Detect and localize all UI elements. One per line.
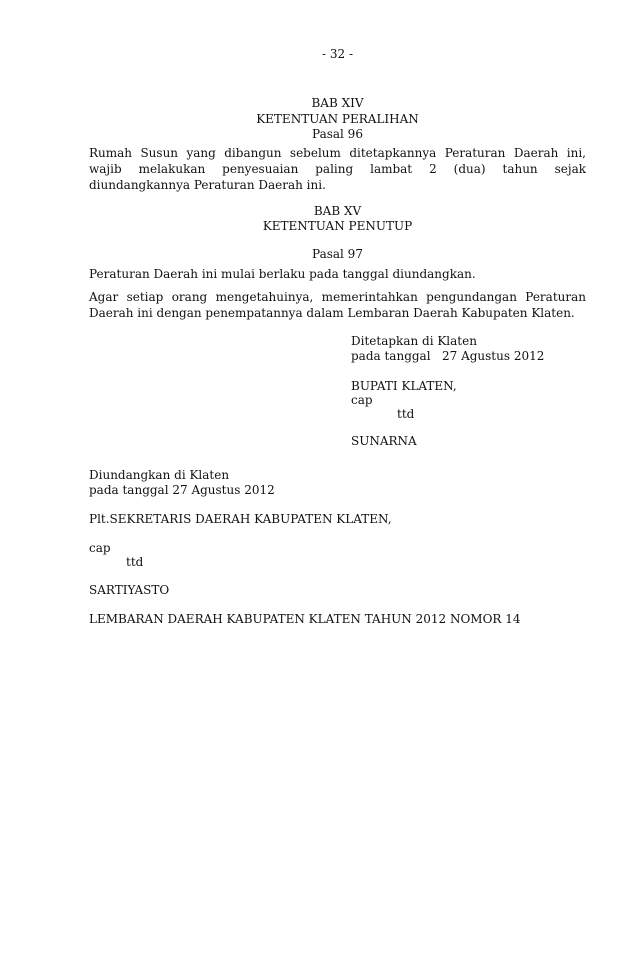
pasal-96-line: Rumah Susun yang dibangun sebelum ditetapkannya Peraturan Daerah ini, [89,146,586,160]
pasal-97-title: Pasal 97 [312,247,363,261]
sekda-title: Plt.SEKRETARIS DAERAH KABUPATEN KLATEN, [89,512,392,526]
pasal-96-text [89,145,586,193]
bupati-cap: cap [351,393,373,407]
bupati-title: BUPATI KLATEN, [351,379,457,393]
pasal-96-line: wajib melakukan penyesuaian paling lambat 2 (dua) tahun sejak [89,162,586,176]
bupati-ttd: ttd [397,407,415,421]
pasal-96-title: Pasal 96 [312,127,363,141]
pasal-97-line: Daerah ini dengan penempatannya dalam Lembaran Daerah Kabupaten Klaten. [89,306,575,320]
page-number: - 32 - [321,47,353,61]
bab-15-heading: KETENTUAN PENUTUP [262,219,413,233]
pasal-97-text-1: Peraturan Daerah ini mulai berlaku pada tanggal diundangkan. [89,267,476,281]
document-page [89,0,586,976]
sekda-cap: cap [89,541,111,555]
bab-14-heading: KETENTUAN PERALIHAN [256,112,419,126]
pasal-97-text-2 [89,289,586,321]
lembaran-daerah: LEMBARAN DAERAH KABUPATEN KLATEN TAHUN 2012 NOMOR 14 [89,612,521,626]
pasal-97-line: Agar setiap orang mengetahuinya, memerintahkan pengundangan Peraturan [89,290,586,304]
diundangkan-place: Diundangkan di Klaten [89,468,230,482]
bupati-name: SUNARNA [351,434,417,448]
ditetapkan-place: Ditetapkan di Klaten [351,334,477,348]
bab-14-title: BAB XIV [311,96,364,110]
sekda-name: SARTIYASTO [89,583,170,597]
diundangkan-date: pada tanggal 27 Agustus 2012 [89,483,275,497]
sekda-ttd: ttd [126,555,144,569]
ditetapkan-date: pada tanggal 27 Agustus 2012 [351,349,545,363]
bab-15-title: BAB XV [313,204,362,218]
pasal-96-line: diundangkannya Peraturan Daerah ini. [89,178,326,192]
